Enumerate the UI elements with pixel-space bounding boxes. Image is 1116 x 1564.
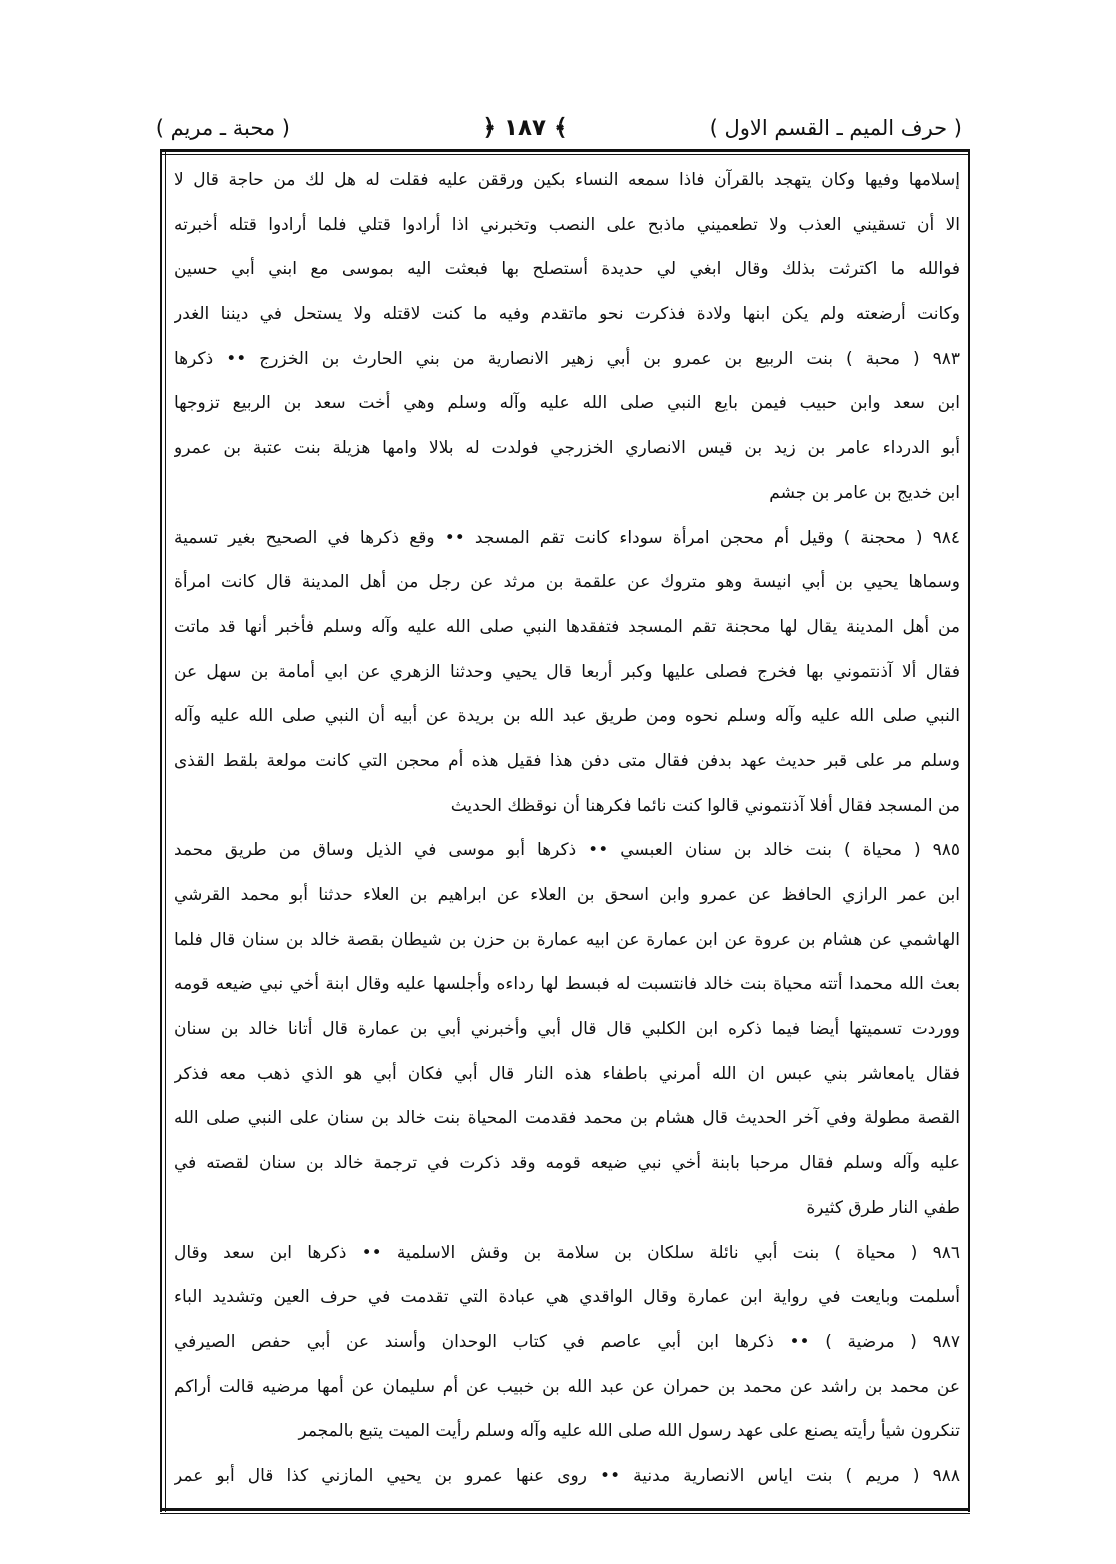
text-line: من المسجد فقال أفلا آذنتموني قالوا كنت نائما فكرهنا أن نوقظك الحديث — [450, 795, 960, 816]
text-line: من أهل المدينة يقال لها محجنة تقم المسجد فتفقدها النبي صلى الله عليه وآله وسلم فأخبر أنها قد ماتت — [174, 616, 960, 637]
text-line: ٩٨٨ ( مريم ) بنت اياس الانصارية مدنية •• روى عنها عمرو بن يحيي المازني كذا قال أبو عمر — [174, 1465, 960, 1486]
frame-left-border-inner — [165, 152, 166, 1512]
text-line: فقال يامعاشر بني عبس ان الله أمرني باطفاء هذه النار قال أبي فكان أبي هو الذي ذهب معه فذكر — [174, 1063, 960, 1084]
text-line: القصة مطولة وفي آخر الحديث قال هشام بن محمد فقدمت المحياة بنت خالد بن سنان على النبي صلى الله — [174, 1108, 960, 1129]
text-line: ٩٨٧ ( مرضية ) •• ذكرها ابن أبي عاصم في كتاب الوحدان وأسند عن أبي حفص الصيرفي — [174, 1331, 960, 1352]
header-rule-thin — [160, 154, 970, 155]
text-line: ٩٨٤ ( محجنة ) وقيل أم محجن امرأة سوداء كانت تقم المسجد •• وقع ذكرها في الصحيح بغير تسمية — [174, 527, 960, 548]
frame-left-border — [160, 152, 162, 1512]
text-line: طفي النار طرق كثيرة — [806, 1197, 960, 1218]
footer-rule — [160, 1508, 970, 1511]
text-line: ابن خديج بن عامر بن جشم — [769, 482, 960, 503]
text-line: النبي صلى الله عليه وآله وسلم نحوه ومن طريق عبد الله بن بريدة عن أبيه أن النبي صلى الله عليه وآله — [174, 706, 960, 727]
footer-rule-thin — [160, 1513, 970, 1514]
text-line: ٩٨٣ ( محبة ) بنت الربيع بن عمرو بن أبي زهير الانصارية من بني الحارث بن الخزرج •• ذكرها — [174, 348, 960, 369]
text-line: وسماها يحيي بن أبي انيسة وهو متروك عن علقمة بن مرثد عن رجل من أهل المدينة قال كانت امرأة — [174, 572, 960, 593]
text-line: ابن سعد وابن حبيب فيمن بايع النبي صلى الله عليه وآله وسلم وهي أخت سعد بن الربيع تزوجها — [174, 393, 960, 414]
text-line: فقال ألا آذنتموني بها فخرج فصلى عليها وكبر أربعا قال يحيي وحدثنا الزهري عن ابي أمامة بن سهل عن — [174, 661, 960, 682]
text-line: فوالله ما اكترثت بذلك وقال ابغي لي حديدة أستصلح بها فبعثت اليه بموسى مع ابني أبي حسين — [174, 259, 960, 280]
text-line: وكانت أرضعته ولم يكن ابنها ولادة فذكرت نحو ماتقدم وفيه ما كنت لاقتله ولا يستحل في ديننا الغدر — [174, 304, 960, 325]
text-line: أسلمت وبايعت في رواية ابن عمارة وقال الواقدي هي عبادة التي تقدمت في حرف العين وتشديد الباء — [174, 1287, 960, 1308]
text-line: تنكرون شيأ رأيته يصنع على عهد رسول الله صلى الله عليه وآله وسلم رأيت الميت يتبع بالمجمر — [298, 1421, 960, 1442]
text-line: عن محمد بن راشد عن محمد بن حمران عن عبد الله بن خبيب عن أم سليمان عن أمها مرضيه قالت أراكم — [174, 1376, 960, 1397]
running-header-section: ( حرف الميم ـ القسم الاول ) — [709, 116, 962, 140]
text-line: وسلم مر على قبر حديث عهد بدفن فقال متى دفن هذا فقيل هذه أم محجن التي كانت مولعة بلقط القذى — [174, 750, 960, 771]
text-line: ٩٨٦ ( محياة ) بنت أبي نائلة سلكان بن سلامة بن وقش الاسلمية •• ذكرها ابن سعد وقال — [174, 1242, 960, 1263]
frame-right-border — [968, 152, 970, 1512]
text-line: عليه وآله وسلم فقال مرحبا بابنة أخي نبي ضيعه قومه وقد ذكرت في ترجمة خالد بن سنان لقصته في — [174, 1153, 960, 1174]
text-line: الهاشمي عن هشام بن عروة عن ابن عمارة عن ابيه عمارة بن حزن بن شيطان بقصة خالد بن سنان قال فلما — [174, 929, 960, 950]
text-line: بعث الله محمدا أتته محياة بنت خالد فانتسبت له فبسط لها رداءه وأجلسها عليه وقال ابنة أخي نبي ضيعه قومه — [174, 974, 960, 995]
text-line: ووردت تسميتها أيضا فيما ذكره ابن الكلبي قال قال أبي وأخبرني أبي بن عمارة قال أتانا خالد بن سنان — [174, 1019, 960, 1040]
running-header-entries: ( محبة ـ مريم ) — [155, 116, 290, 140]
page-number: ﴾ ١٨٧ ﴿ — [482, 115, 568, 141]
text-line: ٩٨٥ ( محياة ) بنت خالد بن سنان العبسي •• ذكرها أبو موسى في الذيل وساق من طريق محمد — [174, 840, 960, 861]
header-rule — [160, 149, 970, 152]
text-line: الا أن تسقيني العذب ولا تطعميني ماذبح على النصب وتخبرني اذا أرادوا قتلي فلما أرادوا قتله أخبرته — [174, 214, 960, 235]
page-body-text — [174, 158, 960, 1499]
text-line: إسلامها وفيها وكان يتهجد بالقرآن فاذا سمعه النساء بكين ورققن عليه فقلت له هل لك من حاجة قال لا — [174, 170, 960, 190]
text-line: ابن عمر الرازي الحافظ عن عمرو وابن اسحق بن العلاء عن ابراهيم بن العلاء حدثنا أبو محمد القرشي — [174, 885, 960, 905]
text-line: أبو الدرداء عامر بن زيد بن قيس الانصاري الخزرجي فولدت له بلالا وامها هزيلة بنت عتبة بن عمرو — [174, 438, 960, 459]
